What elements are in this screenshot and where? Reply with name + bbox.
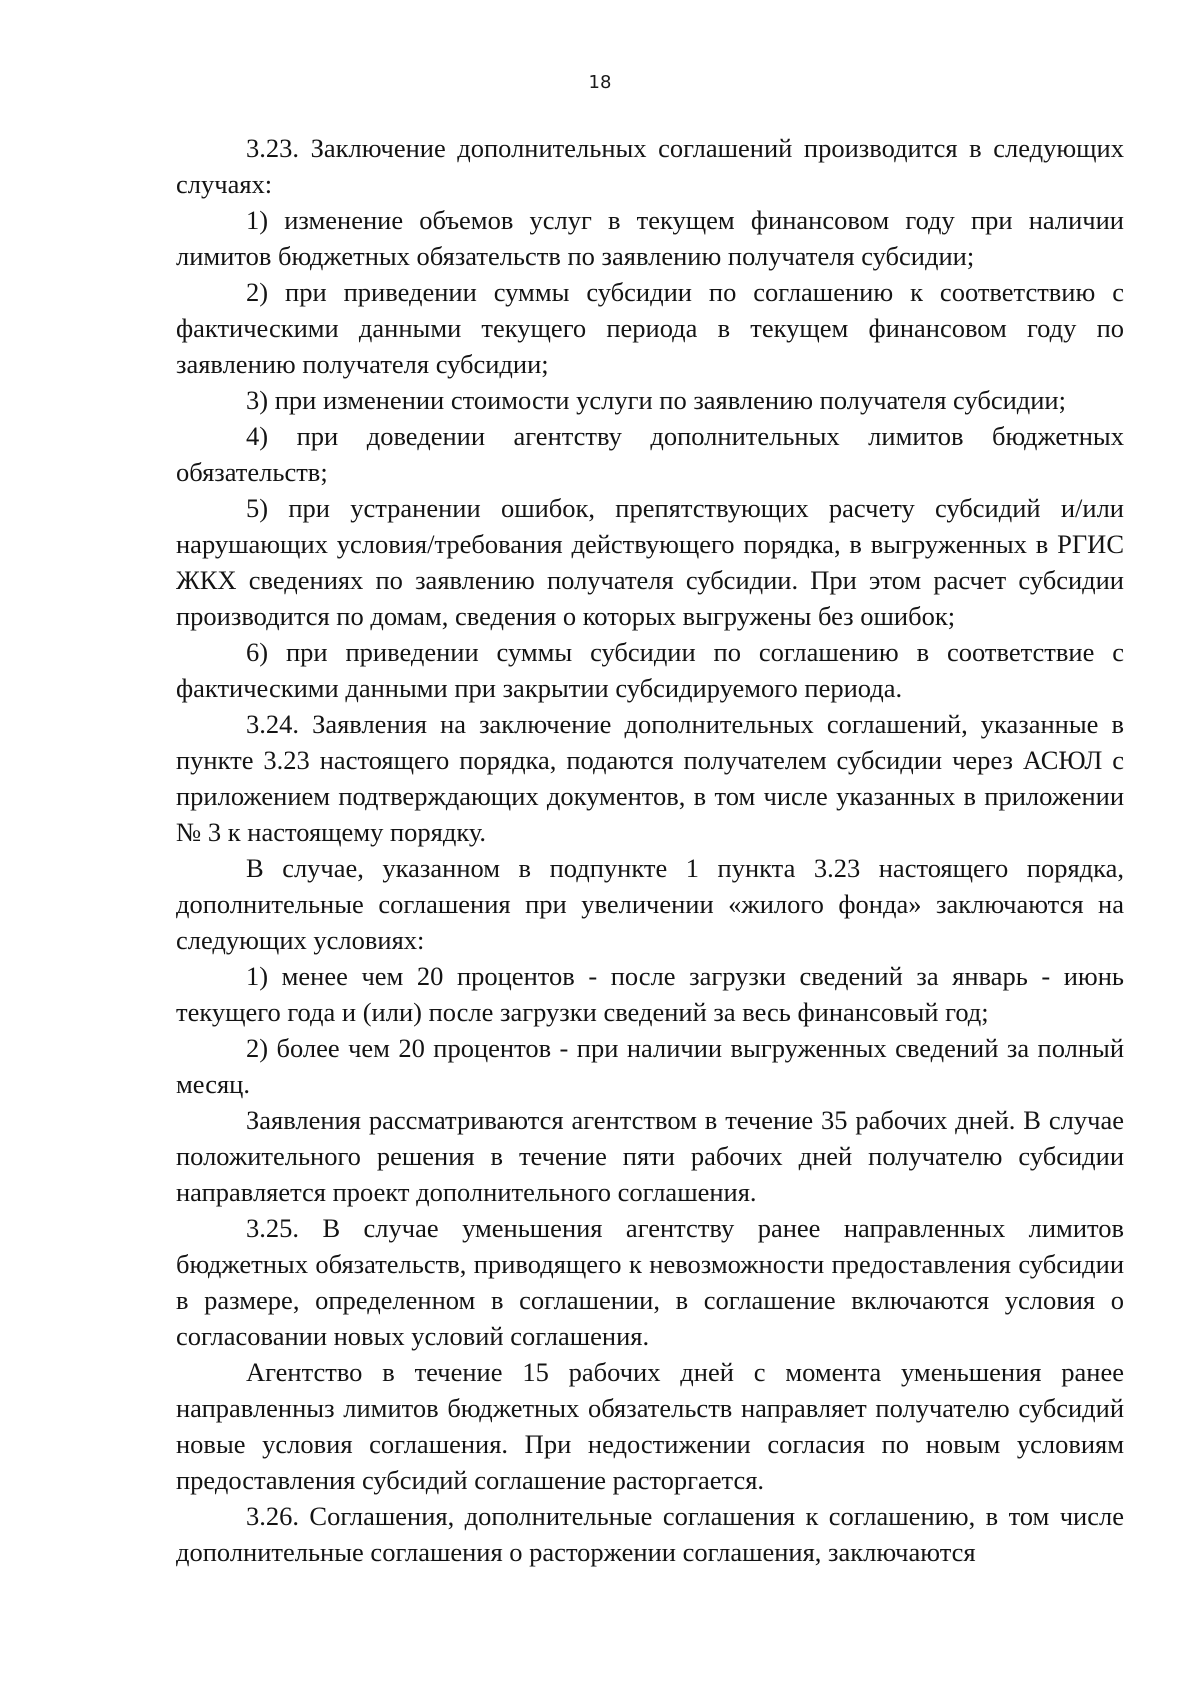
list-item-3: 3) при изменении стоимости услуги по заявлению получателя субсидии; [246,385,1066,415]
list-item-4: 4) при доведении агентству дополнительных лимитов бюджетных обязательств; [176,421,1124,487]
list-item-6: 6) при приведении суммы субсидии по соглашению в соответствие с фактическими данными при закрытии субсидируемого периода. [176,637,1124,703]
condition-item-2: 2) более чем 20 процентов - при наличии выгруженных сведений за полный месяц. [176,1033,1124,1099]
paragraph-review: Заявления рассматриваются агентством в течение 35 рабочих дней. В случае положительного решения в течение пяти рабочих дней получателю субсидии направляется проект дополнительного соглашения. [176,1105,1124,1207]
page-number: 18 [588,72,612,93]
paragraph-agency: Агентство в течение 15 рабочих дней с момента уменьшения ранее направленныз лимитов бюджетных обязательств направляет получателю субсидий новые условия соглашения. При недостижении согласия по новым условиям предоставления субсидий соглашение расторгается. [176,1357,1124,1495]
paragraph-case: В случае, указанном в подпункте 1 пункта 3.23 настоящего порядка, дополнительные соглашения при увеличении «жилого фонда» заключаются на следующих условиях: [176,853,1124,955]
list-item-1: 1) изменение объемов услуг в текущем финансовом году при наличии лимитов бюджетных обязательств по заявлению получателя субсидии; [176,205,1124,271]
condition-item-1: 1) менее чем 20 процентов - после загрузки сведений за январь - июнь текущего года и (или) после загрузки сведений за весь финансовый год; [176,961,1124,1027]
paragraph-3-24: 3.24. Заявления на заключение дополнительных соглашений, указанные в пункте 3.23 настоящего порядка, подаются получателем субсидии через АСЮЛ с приложением подтверждающих документов, в том числе указанных в приложении № 3 к настоящему порядку. [176,709,1124,847]
paragraph-3-23: 3.23. Заключение дополнительных соглашений производится в следующих случаях: [176,133,1124,199]
paragraph-3-26: 3.26. Соглашения, дополнительные соглашения к соглашению, в том числе дополнительные соглашения о расторжении соглашения, заключаются [176,1501,1124,1567]
list-item-2: 2) при приведении суммы субсидии по соглашению к соответствию с фактическими данными текущего периода в текущем финансовом году по заявлению получателя субсидии; [176,277,1124,379]
document-body [176,130,1124,1570]
paragraph-3-25: 3.25. В случае уменьшения агентству ранее направленных лимитов бюджетных обязательств, приводящего к невозможности предоставления субсидии в размере, определенном в соглашении, в соглашение включаются условия о согласовании новых условий соглашения. [176,1213,1124,1351]
list-item-5: 5) при устранении ошибок, препятствующих расчету субсидий и/или нарушающих условия/требования действующего порядка, в выгруженных в РГИС ЖКХ сведениях по заявлению получателя субсидии. При этом расчет субсидии производится по домам, сведения о которых выгружены без ошибок; [176,493,1124,631]
